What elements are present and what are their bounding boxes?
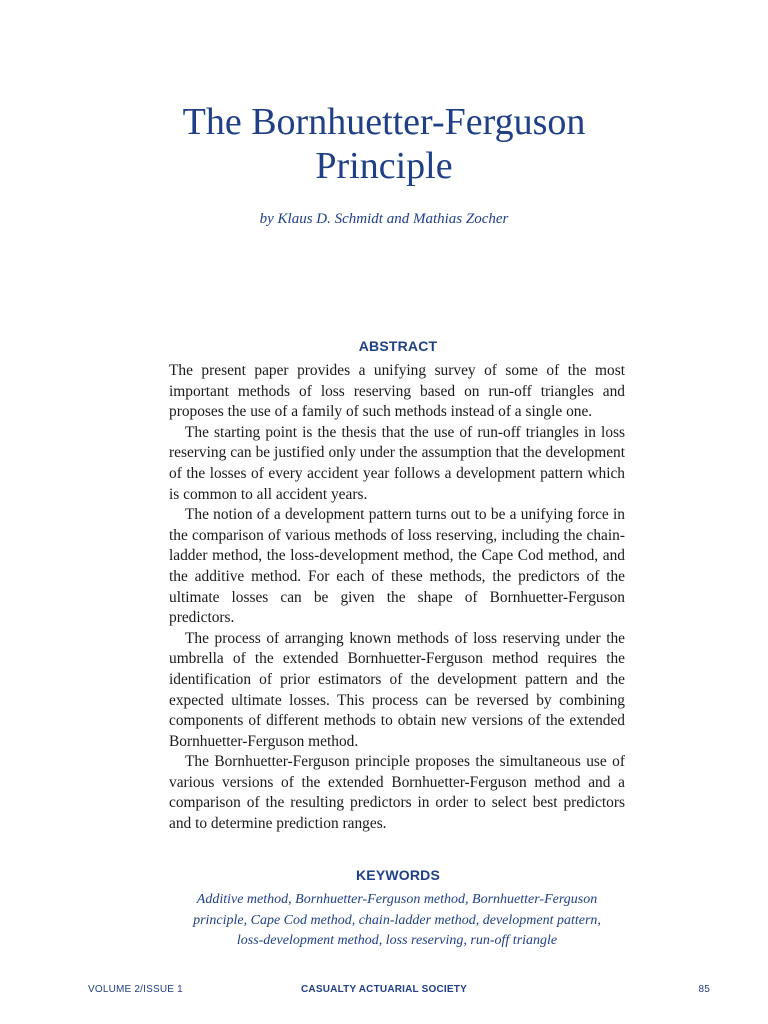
abstract-heading: ABSTRACT (358, 338, 438, 354)
keywords-line-2: principle, Cape Cod method, chain-ladder method, development pattern, (193, 912, 601, 928)
paper-title (84, 100, 684, 188)
paper-title-line-1: The Bornhuetter-Ferguson (182, 101, 586, 143)
keywords-heading: KEYWORDS (355, 867, 441, 883)
abstract-paragraph-5: The Bornhuetter-Ferguson principle proposes the simultaneous use of various versions of the extended Bornhuetter-Ferguson method and a comparison of the resulting predictors in order to select best predictors and to determine prediction ranges. (169, 753, 625, 833)
keywords-line-1: Additive method, Bornhuetter-Ferguson method, Bornhuetter-Ferguson (196, 892, 598, 907)
abstract-paragraph-3: The notion of a development pattern turns out to be a unifying force in the comparison of various methods of loss reserving, including the chain-ladder method, the loss-development method, the Cape Cod method, and the additive method. For each of these methods, the predictors of the ultimate losses can be given the shape of Bornhuetter-Ferguson predictors. (169, 506, 625, 627)
abstract-body (169, 361, 625, 835)
abstract-paragraph-2: The starting point is the thesis that the use of run-off triangles in loss reserving can be justified only under the assumption that the development of the losses of every accident year follows a development pattern which is common to all accident years. (169, 423, 625, 503)
abstract-paragraph-4: The process of arranging known methods of loss reserving under the umbrella of the extended Bornhuetter-Ferguson method requires the identification of prior estimators of the development pattern and the expected ultimate losses. This process can be reversed by combining components of different methods to obtain new versions of the extended Bornhuetter-Ferguson method. (169, 629, 625, 750)
footer-society-name: CASUALTY ACTUARIAL SOCIETY (301, 984, 467, 995)
footer-page-number: 85 (698, 984, 710, 995)
footer-volume-issue: VOLUME 2/ISSUE 1 (88, 984, 183, 995)
author-byline: by Klaus D. Schmidt and Mathias Zocher (259, 211, 509, 227)
paper-title-line-2: Principle (315, 145, 453, 187)
keywords-list (169, 890, 625, 952)
keywords-line-3: loss-development method, loss reserving, run-off triangle (236, 933, 558, 949)
abstract-paragraph-1: The present paper provides a unifying survey of some of the most important methods of loss reserving based on run-off triangles and proposes the use of a family of such methods instead of a single one. (169, 362, 625, 421)
